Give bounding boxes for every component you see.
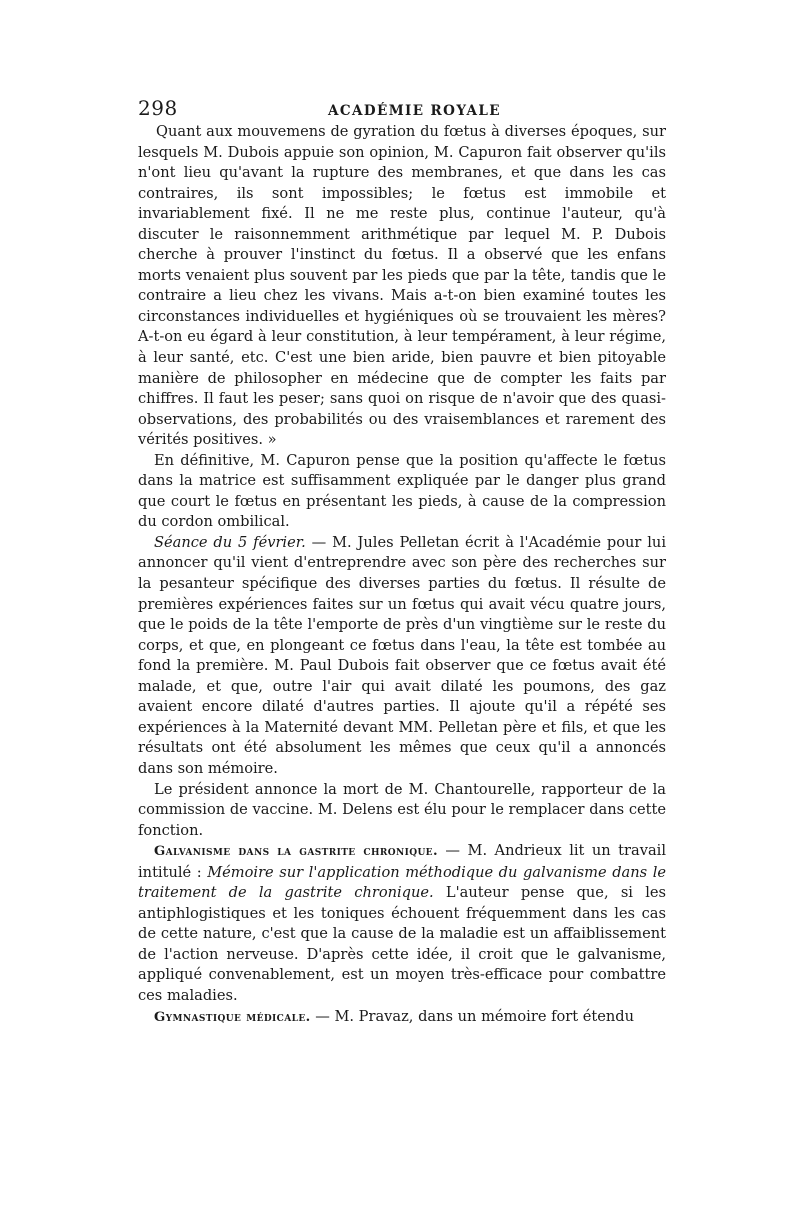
galvanisme-body: L'auteur pense que, si les antiphlogistiques et les toniques échouent fréquemment dans les cas de cette nature, c'est que la cause de la maladie est un affaiblissement de l'action nerveuse. D'après cette idée, il croit que le galvanisme, appliqué convenablement, est un moyen très-efficace pour combattre ces maladies.	[138, 884, 666, 1004]
page-header	[138, 96, 666, 120]
memoir-title: Mémoire sur l'application méthodique du galvanisme dans le traitement de la gastrite chronique.	[138, 863, 666, 902]
page-number: 298	[138, 96, 178, 120]
paragraph-gymnastique	[138, 1007, 666, 1029]
session-text: — M. Jules Pelletan écrit à l'Académie pour lui annoncer qu'il vient d'entreprendre avec son père des recherches sur la pesanteur spécifique des diverses parties du fœtus. Il résulte de premières expériences faites sur un fœtus qui avait vécu quatre jours, que le poids de la tête l'emporte de près d'un vingtième sur le reste du corps, et que, en plongeant ce fœtus dans l'eau, la tête est tombée au fond la première. M. Paul Dubois fait observer que ce fœtus avait été malade, et que, outre l'air qui avait dilaté les poumons, des gaz avaient encore dilaté d'autres parties. Il ajoute qu'il a répété ses expériences à la Maternité devant MM. Pelletan père et fils, et que les résultats ont été absolument les mêmes que ceux qu'il a annoncés dans son mémoire.	[138, 533, 666, 777]
paragraph-president-announcement: Le président annonce la mort de M. Chantourelle, rapporteur de la commission de vaccine. M. Delens est élu pour le remplacer dans cette fonction.	[138, 780, 666, 839]
galvanisme-intro: — M. Andrieux lit un travail intitulé :	[138, 842, 666, 881]
gymnastique-text: — M. Pravaz, dans un mémoire fort étendu	[310, 1007, 635, 1025]
paragraph-capuron-gyration: Quant aux mouvemens de gyration du fœtus à diverses époques, sur lesquels M. Dubois appuie son opinion, M. Capuron fait observer qu'ils n'ont lieu qu'avant la rupture des membranes, et que dans les cas contraires, ils sont impossibles; le fœtus est immobile et invariablement fixé. Il ne me reste plus, continue l'auteur, qu'à discuter le raisonnemment arithmétique par lequel M. P. Dubois cherche à prouver l'instinct du fœtus. Il a observé que les enfans morts venaient plus souvent par les pieds que par la tête, tandis que le contraire a lieu chez les vivans. Mais a-t-on bien examiné toutes les circonstances individuelles et hygiéniques où se trouvaient les mères? A-t-on eu égard à leur constitution, à leur tempérament, à leur régime, à leur santé, etc. C'est une bien aride, bien pauvre et bien pitoyable manière de philosopher en médecine que de compter les faits par chiffres. Il faut les peser; sans quoi on risque de n'avoir que des quasi-observations, des probabilités ou des vraisemblances et rarement des vérités positives. »	[138, 123, 666, 449]
paragraph-seance-5-fevrier	[138, 533, 666, 780]
book-page	[138, 96, 666, 1028]
paragraph-capuron-conclusion: En définitive, M. Capuron pense que la position qu'affecte le fœtus dans la matrice est suffisamment expliquée par le danger plus grand que court le fœtus en présentant les pieds, à cause de la compression du cordon ombilical.	[138, 451, 666, 531]
paragraph-galvanisme	[138, 841, 666, 1006]
section-heading-gymnastique: Gymnastique médicale.	[154, 1009, 311, 1025]
session-date-lead: Séance du 5 février.	[154, 533, 306, 551]
running-title: ACADÉMIE ROYALE	[328, 103, 501, 119]
section-heading-galvanisme: Galvanisme dans la gastrite chronique.	[154, 844, 438, 860]
